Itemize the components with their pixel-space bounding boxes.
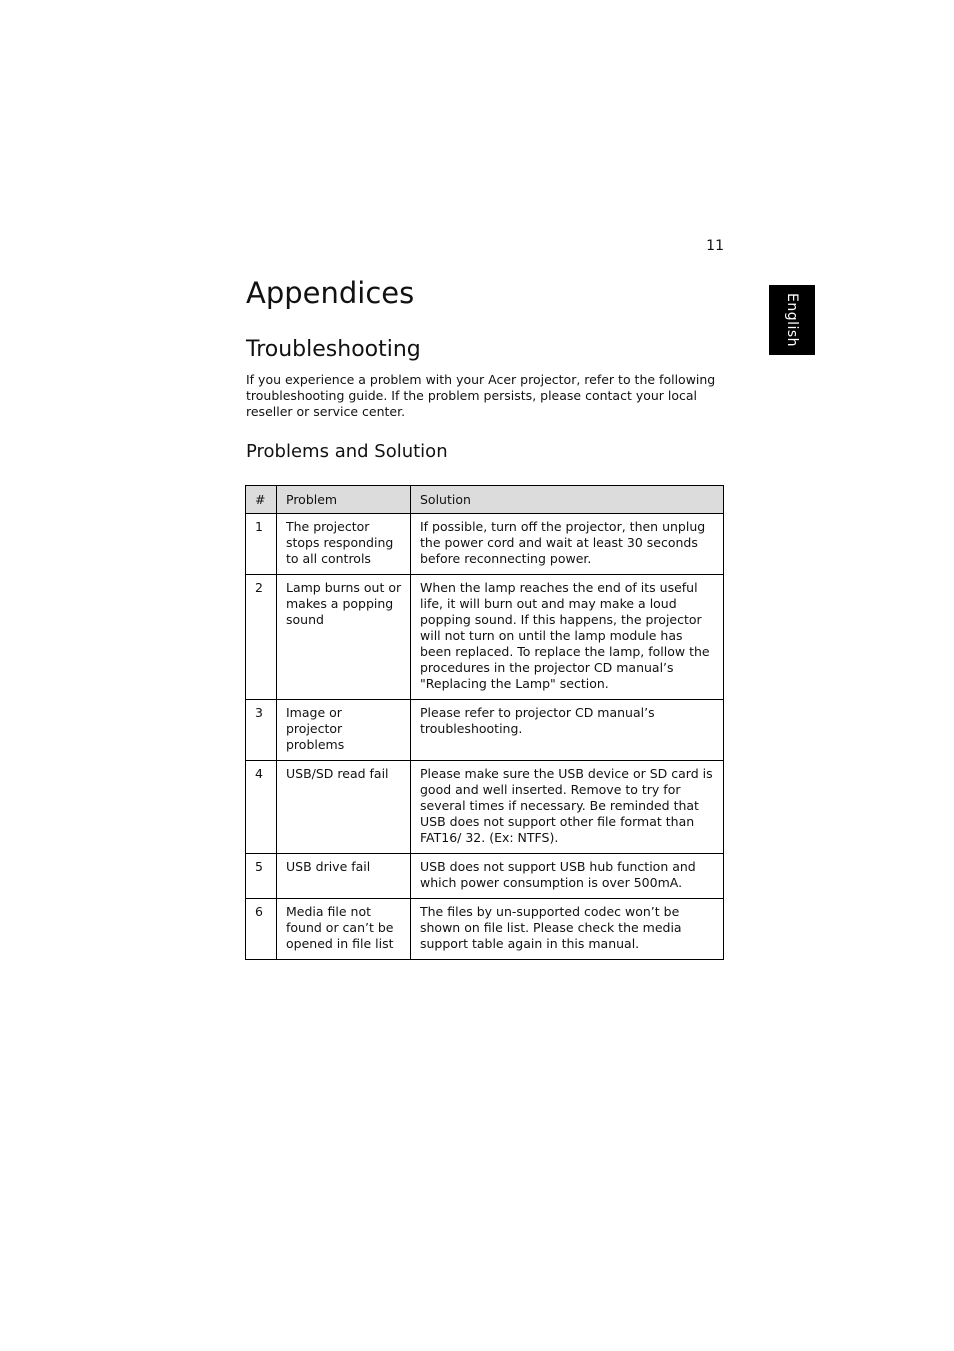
row-solution: The files by un-supported codec won’t be shown on file list. Please check the media support table again in this manual.	[411, 899, 724, 960]
row-problem: Media file not found or can’t be opened in file list	[277, 899, 411, 960]
row-solution: Please make sure the USB device or SD card is good and well inserted. Remove to try for several times if necessary. Be reminded that USB does not support other file format than FAT16/ 32. (Ex: NTFS).	[411, 761, 724, 854]
row-problem: USB drive fail	[277, 854, 411, 899]
page-number: 11	[706, 238, 724, 254]
intro-paragraph: If you experience a problem with your Acer projector, refer to the following troubleshooting guide. If the problem persists, please contact your local reseller or service center.	[246, 372, 716, 419]
header-solution: Solution	[411, 486, 724, 514]
header-number: #	[246, 486, 277, 514]
row-number: 5	[246, 854, 277, 899]
row-number: 6	[246, 899, 277, 960]
row-problem: The projector stops responding to all controls	[277, 514, 411, 575]
row-number: 2	[246, 575, 277, 700]
page-title: Appendices	[246, 276, 415, 310]
table-row	[246, 761, 724, 854]
header-problem: Problem	[277, 486, 411, 514]
row-number: 3	[246, 700, 277, 761]
row-number: 4	[246, 761, 277, 854]
row-number: 1	[246, 514, 277, 575]
row-problem: Image or projector problems	[277, 700, 411, 761]
table-row	[246, 514, 724, 575]
row-problem: Lamp burns out or makes a popping sound	[277, 575, 411, 700]
troubleshooting-table	[245, 485, 724, 960]
language-tab-label: English	[784, 292, 800, 348]
row-solution: When the lamp reaches the end of its useful life, it will burn out and may make a loud popping sound. If this happens, the projector will not turn on until the lamp module has been replaced. To replace the lamp, follow the procedures in the projector CD manual’s "Replacing the Lamp" section.	[411, 575, 724, 700]
table-row	[246, 700, 724, 761]
row-problem: USB/SD read fail	[277, 761, 411, 854]
row-solution: If possible, turn off the projector, then unplug the power cord and wait at least 30 seconds before reconnecting power.	[411, 514, 724, 575]
table-header-row	[246, 486, 724, 514]
subsection-title: Problems and Solution	[246, 441, 448, 462]
section-title: Troubleshooting	[246, 337, 421, 362]
table-row	[246, 575, 724, 700]
table-row	[246, 854, 724, 899]
row-solution: USB does not support USB hub function and which power consumption is over 500mA.	[411, 854, 724, 899]
row-solution: Please refer to projector CD manual’s troubleshooting.	[411, 700, 724, 761]
language-tab	[769, 285, 815, 355]
table-row	[246, 899, 724, 960]
